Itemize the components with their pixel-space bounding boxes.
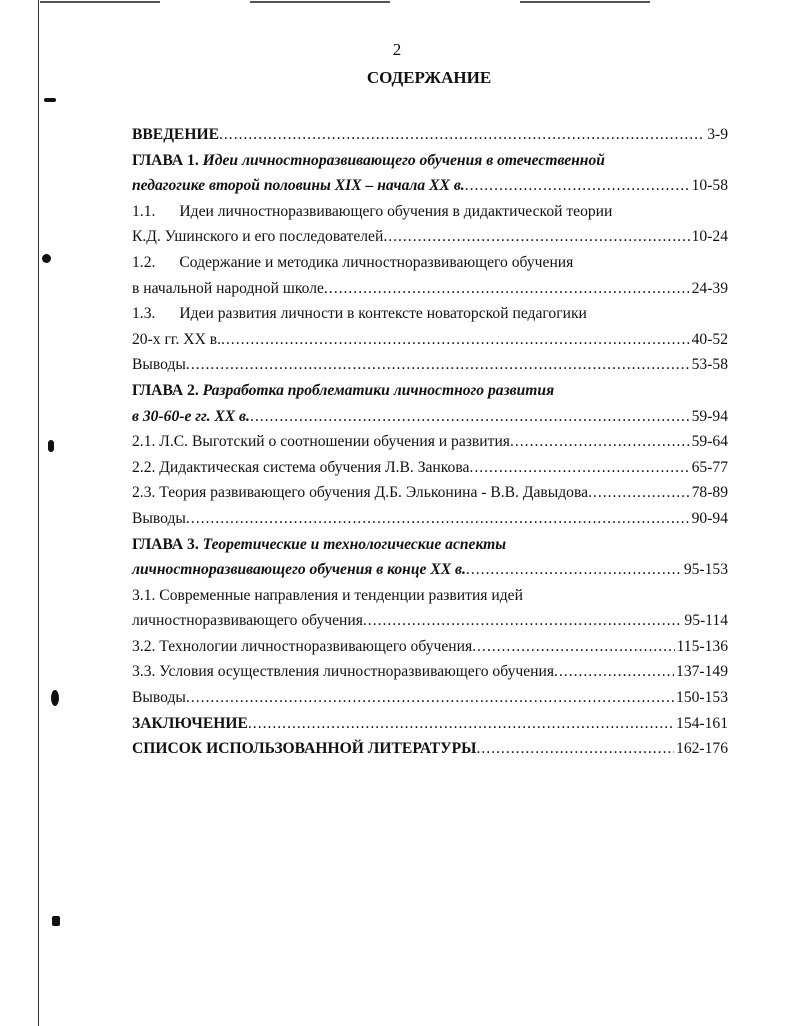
scan-edge-mark bbox=[520, 1, 650, 3]
toc-entry-conclusions-1[interactable]: Выводы ..... 53-58 bbox=[132, 352, 728, 378]
toc-entry-section-1-1[interactable]: 1.1. Идеи личностноразвивающего обучения в дидактической теории bbox=[132, 202, 613, 220]
toc-entry-section-1-3[interactable]: 1.3. Идеи развития личности в контексте новаторской педагогики bbox=[132, 305, 587, 323]
toc-entry-section-1-1-cont[interactable]: К.Д. Ушинского и его последователей ..... 10-24 bbox=[132, 224, 728, 250]
toc-entry-section-3-1[interactable]: 3.1. Современные направления и тенденции развития идей bbox=[132, 586, 523, 604]
scan-edge-line bbox=[38, 0, 39, 1026]
toc-entry-chapter-1-cont[interactable]: педагогике второй половины XIX – начала XX в. ..... 10-58 bbox=[132, 173, 728, 199]
scan-speck bbox=[48, 440, 54, 452]
toc-entry-chapter-3-cont[interactable]: личностноразвивающего обучения в конце XX в. ..... 95-153 bbox=[132, 557, 728, 583]
toc-entry-chapter-1[interactable]: ГЛАВА 1. Идеи личностноразвивающего обучения в отечественной bbox=[132, 151, 605, 169]
table-of-contents bbox=[132, 122, 728, 762]
toc-entry-section-2-3[interactable]: 2.3. Теория развивающего обучения Д.Б. Эльконина - В.В. Давыдова ..... 78-89 bbox=[132, 480, 728, 506]
toc-entry-conclusions-2[interactable]: Выводы ..... 90-94 bbox=[132, 506, 728, 532]
toc-entry-section-2-1[interactable]: 2.1. Л.С. Выготский о соотношении обучения и развития ..... 59-64 bbox=[132, 429, 728, 455]
scan-edge-mark bbox=[250, 1, 390, 3]
toc-entry-section-1-2[interactable]: 1.2. Содержание и методика личностноразвивающего обучения bbox=[132, 253, 574, 271]
toc-entry-chapter-2-cont[interactable]: в 30-60-е гг. XX в. ..... 59-94 bbox=[132, 404, 728, 430]
scan-speck bbox=[51, 690, 59, 706]
toc-entry-conclusion[interactable]: ЗАКЛЮЧЕНИЕ ..... 154-161 bbox=[132, 711, 728, 737]
toc-entry-chapter-2[interactable]: ГЛАВА 2. Разработка проблематики личностного развития bbox=[132, 381, 555, 399]
toc-entry-chapter-3[interactable]: ГЛАВА 3. Теоретические и технологические аспекты bbox=[132, 535, 507, 553]
toc-entry-section-3-1-cont[interactable]: личностноразвивающего обучения ..... 95-114 bbox=[132, 608, 728, 634]
toc-entry-section-3-3[interactable]: 3.3. Условия осуществления личностноразвивающего обучения ..... 137-149 bbox=[132, 659, 728, 685]
scan-speck bbox=[42, 254, 51, 263]
toc-entry-section-3-2[interactable]: 3.2. Технологии личностноразвивающего обучения ..... 115-136 bbox=[132, 634, 728, 660]
toc-entry-introduction[interactable]: ВВЕДЕНИЕ ..... 3-9 bbox=[132, 122, 728, 148]
page-number: 2 bbox=[392, 40, 402, 59]
toc-entry-section-1-3-cont[interactable]: 20-х гг. XX в. ..... 40-52 bbox=[132, 327, 728, 353]
scan-edge-mark bbox=[40, 1, 160, 3]
toc-entry-section-2-2[interactable]: 2.2. Дидактическая система обучения Л.В. Занкова ..... 65-77 bbox=[132, 455, 728, 481]
scan-speck bbox=[52, 916, 60, 926]
scan-speck bbox=[44, 98, 56, 102]
toc-entry-conclusions-3[interactable]: Выводы ..... 150-153 bbox=[132, 685, 728, 711]
toc-entry-references[interactable]: СПИСОК ИСПОЛЬЗОВАННОЙ ЛИТЕРАТУРЫ ..... 162-176 bbox=[132, 736, 728, 762]
toc-title: СОДЕРЖАНИЕ bbox=[366, 68, 492, 87]
toc-entry-section-1-2-cont[interactable]: в начальной народной школе ..... 24-39 bbox=[132, 276, 728, 302]
